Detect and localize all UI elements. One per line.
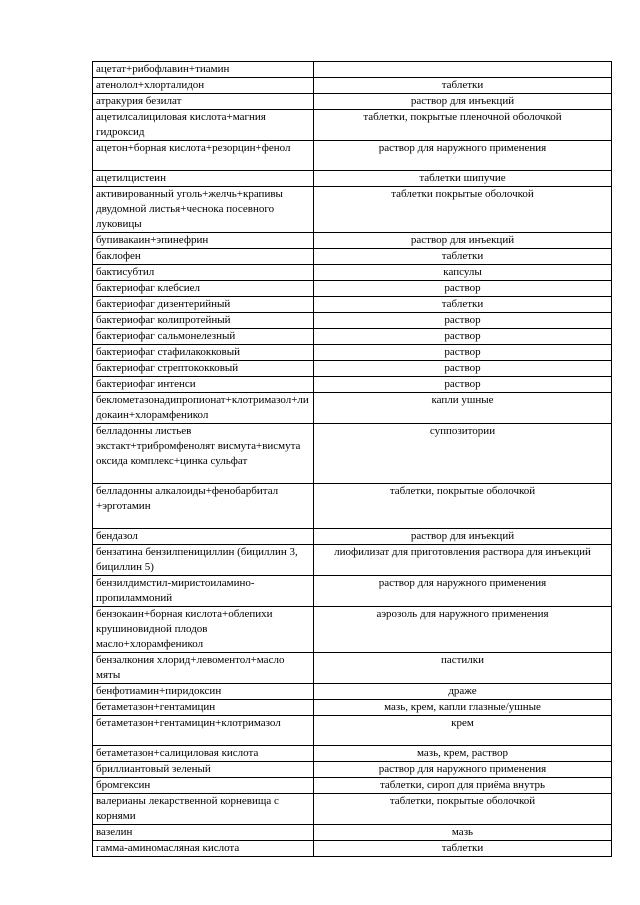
table-row (93, 313, 612, 329)
table-row (93, 684, 612, 700)
dosage-form-cell: раствор для наружного применения (314, 576, 612, 607)
drug-name-cell: бромгексин (93, 778, 314, 794)
drug-name-cell: ацетилсалициловая кислота+магния гидроксид (93, 110, 314, 141)
dosage-form-cell: таблетки покрытые оболочкой (314, 187, 612, 233)
table-row (93, 329, 612, 345)
dosage-form-cell (314, 62, 612, 78)
dosage-form-cell: раствор для наружного применения (314, 762, 612, 778)
drug-name-cell: бактериофаг дизентерийный (93, 297, 314, 313)
dosage-form-cell: пастилки (314, 653, 612, 684)
drug-name-cell: бактериофаг сальмонелезный (93, 329, 314, 345)
table-row (93, 110, 612, 141)
drug-name-cell: бензатина бензилпенициллин (бициллин 3, бициллин 5) (93, 545, 314, 576)
table-row (93, 762, 612, 778)
drug-name-cell: вазелин (93, 825, 314, 841)
table-row (93, 700, 612, 716)
drug-name-cell: бактисубтил (93, 265, 314, 281)
dosage-form-cell: таблетки, покрытые пленочной оболочкой (314, 110, 612, 141)
drug-name-cell: беклометазонадипропионат+клотримазол+лидокаин+хлорамфеникол (93, 393, 314, 424)
dosage-form-cell: раствор (314, 329, 612, 345)
drug-name-cell: бупивакаин+эпинефрин (93, 233, 314, 249)
drug-name-cell: бендазол (93, 529, 314, 545)
table-row (93, 778, 612, 794)
dosage-form-cell: раствор (314, 345, 612, 361)
table-body (93, 62, 612, 857)
table-row (93, 297, 612, 313)
drug-name-cell: бензалкония хлорид+левоментол+масло мяты (93, 653, 314, 684)
dosage-form-cell: крем (314, 716, 612, 746)
table-row (93, 545, 612, 576)
dosage-form-cell: таблетки, покрытые оболочкой (314, 794, 612, 825)
table-row (93, 607, 612, 653)
table-row (93, 424, 612, 484)
dosage-form-cell: раствор (314, 377, 612, 393)
table-row (93, 78, 612, 94)
table-row (93, 576, 612, 607)
dosage-form-cell: мазь, крем, капли глазные/ушные (314, 700, 612, 716)
table-row (93, 171, 612, 187)
table-row (93, 746, 612, 762)
dosage-form-cell: таблетки (314, 249, 612, 265)
table-row (93, 484, 612, 529)
dosage-form-cell: раствор для инъекций (314, 529, 612, 545)
table-row (93, 62, 612, 78)
drug-name-cell: активированный уголь+желчь+крапивы двудомной листья+чеснока посевного луковицы (93, 187, 314, 233)
drug-name-cell: бензилдимстил-миристоиламино-пропиламмоний (93, 576, 314, 607)
dosage-form-cell: раствор (314, 313, 612, 329)
table-row (93, 265, 612, 281)
drug-name-cell: бетаметазон+салициловая кислота (93, 746, 314, 762)
dosage-form-cell: таблетки шипучие (314, 171, 612, 187)
drug-name-cell: атракурия безилат (93, 94, 314, 110)
drug-name-cell: бензокаин+борная кислота+облепихи крушиновидной плодов масло+хлорамфеникол (93, 607, 314, 653)
dosage-form-cell: мазь (314, 825, 612, 841)
table-row (93, 653, 612, 684)
drug-name-cell: белладонны алкалоиды+фенобарбитал +эрготамин (93, 484, 314, 529)
drug-name-cell: бактериофаг стафилакокковый (93, 345, 314, 361)
table-row (93, 716, 612, 746)
drug-name-cell: бетаметазон+гентамицин+клотримазол (93, 716, 314, 746)
drug-name-cell: белладонны листьев экстакт+трибромфенолят висмута+висмута оксида комплекс+цинка сульфат (93, 424, 314, 484)
table-row (93, 529, 612, 545)
table-row (93, 794, 612, 825)
dosage-form-cell: таблетки, покрытые оболочкой (314, 484, 612, 529)
drug-name-cell: валерианы лекарственной корневища с корнями (93, 794, 314, 825)
dosage-form-cell: аэрозоль для наружного применения (314, 607, 612, 653)
drug-name-cell: ацетилцистеин (93, 171, 314, 187)
table-row (93, 345, 612, 361)
dosage-form-cell: лиофилизат для приготовления раствора для инъекций (314, 545, 612, 576)
table-row (93, 361, 612, 377)
table-row (93, 393, 612, 424)
table-row (93, 187, 612, 233)
drug-name-cell: бетаметазон+гентамицин (93, 700, 314, 716)
table-row (93, 233, 612, 249)
dosage-form-cell: драже (314, 684, 612, 700)
table-row (93, 249, 612, 265)
drug-name-cell: бактериофаг интенси (93, 377, 314, 393)
dosage-form-cell: капли ушные (314, 393, 612, 424)
dosage-form-cell: суппозитории (314, 424, 612, 484)
dosage-form-cell: раствор для инъекций (314, 94, 612, 110)
dosage-form-cell: раствор для инъекций (314, 233, 612, 249)
dosage-form-cell: таблетки (314, 78, 612, 94)
drug-name-cell: бриллиантовый зеленый (93, 762, 314, 778)
dosage-form-cell: мазь, крем, раствор (314, 746, 612, 762)
table-row (93, 94, 612, 110)
dosage-form-cell: раствор (314, 281, 612, 297)
drug-name-cell: бенфотиамин+пиридоксин (93, 684, 314, 700)
drug-name-cell: баклофен (93, 249, 314, 265)
table-row (93, 841, 612, 857)
dosage-form-cell: капсулы (314, 265, 612, 281)
drug-name-cell: ацетон+борная кислота+резорцин+фенол (93, 141, 314, 171)
drug-name-cell: гамма-аминомасляная кислота (93, 841, 314, 857)
table-row (93, 825, 612, 841)
dosage-form-cell: таблетки, сироп для приёма внутрь (314, 778, 612, 794)
table-row (93, 141, 612, 171)
dosage-form-cell: таблетки (314, 841, 612, 857)
drug-name-cell: бактериофаг клебсиел (93, 281, 314, 297)
table-row (93, 377, 612, 393)
drug-form-table (92, 61, 612, 857)
drug-name-cell: бактериофаг стрептококковый (93, 361, 314, 377)
drug-name-cell: ацетат+рибофлавин+тиамин (93, 62, 314, 78)
drug-name-cell: атенолол+хлорталидон (93, 78, 314, 94)
dosage-form-cell: таблетки (314, 297, 612, 313)
dosage-form-cell: раствор (314, 361, 612, 377)
dosage-form-cell: раствор для наружного применения (314, 141, 612, 171)
table-row (93, 281, 612, 297)
drug-name-cell: бактериофаг колипротейный (93, 313, 314, 329)
